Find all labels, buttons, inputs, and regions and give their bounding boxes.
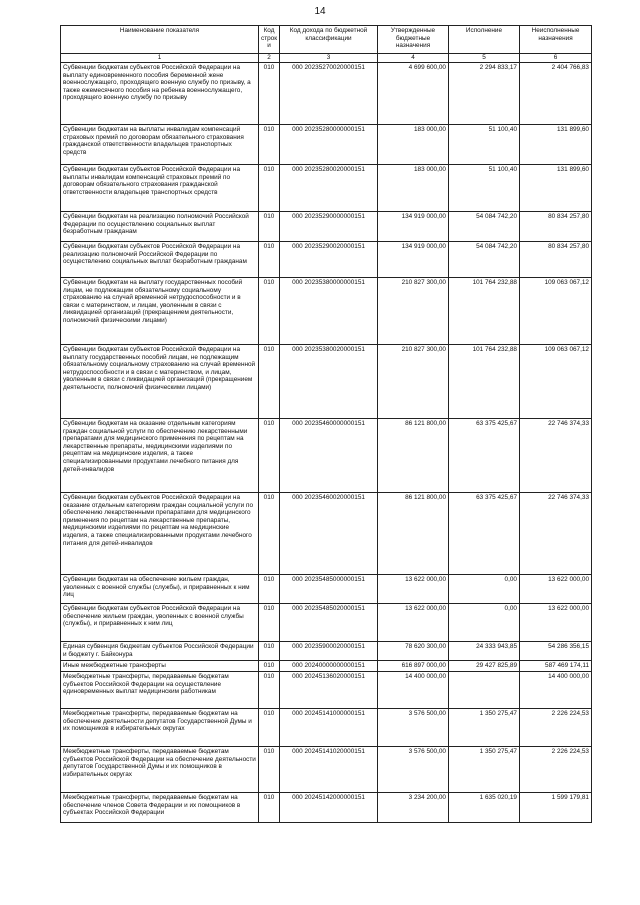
row-approved: 78 620 300,00 xyxy=(378,642,449,661)
table-row xyxy=(61,604,592,642)
row-line-code: 010 xyxy=(259,709,280,747)
row-unexecuted: 13 622 000,00 xyxy=(520,575,592,604)
row-income-code: 000 20235460020000151 xyxy=(280,493,378,575)
row-name: Субвенции бюджетам субъектов Российской Федерации на обеспечение жильем граждан, уволенных с военной службы (службы), и приравненных к ним лиц xyxy=(61,604,259,642)
col-header-executed: Исполнение xyxy=(449,26,520,54)
table-row xyxy=(61,575,592,604)
row-line-code: 010 xyxy=(259,747,280,793)
row-approved: 4 699 600,00 xyxy=(378,63,449,125)
row-line-code: 010 xyxy=(259,278,280,345)
row-income-code: 000 20235460000000151 xyxy=(280,419,378,493)
col-header-line: Код строк и xyxy=(259,26,280,54)
row-income-code: 000 20240000000000151 xyxy=(280,661,378,672)
col-header-code: Код дохода по бюджетной классификации xyxy=(280,26,378,54)
row-line-code: 010 xyxy=(259,345,280,419)
budget-table xyxy=(60,25,592,823)
row-income-code: 000 20235280000000151 xyxy=(280,125,378,165)
row-name: Субвенции бюджетам субъектов Российской Федерации на выплату единовременного пособия беременной жене военнослужащего, проходящего военную службу по призыву, а также ежемесячного пособия на ребенка военнослужащего, проходящего военную службу по призыву xyxy=(61,63,259,125)
table-row xyxy=(61,661,592,672)
row-line-code: 010 xyxy=(259,642,280,661)
table-row xyxy=(61,793,592,823)
row-name: Межбюджетные трансферты, передаваемые бюджетам на обеспечение деятельности депутатов Государственной Думы и их помощников в избирательных округах xyxy=(61,709,259,747)
row-line-code: 010 xyxy=(259,165,280,212)
row-name: Субвенции бюджетам на оказание отдельным категориям граждан социальной услуги по обеспечению лекарственными препаратами для медицинского применения по рецептам на лекарственные препараты, медицинскими изделиями по рецептам на медицинские изделия, а также специализированными продуктами лечебного питания для детей-инвалидов xyxy=(61,419,259,493)
row-line-code: 010 xyxy=(259,125,280,165)
row-executed: 101 764 232,88 xyxy=(449,345,520,419)
row-executed: 54 084 742,20 xyxy=(449,212,520,242)
row-executed: 1 635 020,19 xyxy=(449,793,520,823)
row-approved: 13 622 000,00 xyxy=(378,575,449,604)
row-executed: 2 294 833,17 xyxy=(449,63,520,125)
row-income-code: 000 20245141020000151 xyxy=(280,747,378,793)
row-income-code: 000 20235485020000151 xyxy=(280,604,378,642)
row-income-code: 000 20235280020000151 xyxy=(280,165,378,212)
row-approved: 616 897 000,00 xyxy=(378,661,449,672)
row-name: Единая субвенция бюджетам субъектов Российской Федерации и бюджету г. Байконура xyxy=(61,642,259,661)
row-executed: 51 100,40 xyxy=(449,165,520,212)
col-number: 6 xyxy=(520,54,592,63)
row-unexecuted: 13 622 000,00 xyxy=(520,604,592,642)
row-line-code: 010 xyxy=(259,63,280,125)
row-unexecuted: 109 063 067,12 xyxy=(520,345,592,419)
row-approved: 13 622 000,00 xyxy=(378,604,449,642)
row-approved: 134 919 000,00 xyxy=(378,212,449,242)
header-row xyxy=(61,26,592,54)
row-unexecuted: 22 746 374,33 xyxy=(520,419,592,493)
col-number: 1 xyxy=(61,54,259,63)
row-unexecuted: 131 899,60 xyxy=(520,125,592,165)
row-line-code: 010 xyxy=(259,575,280,604)
col-header-approved: Утвержденные бюджетные назначения xyxy=(378,26,449,54)
row-approved: 134 919 000,00 xyxy=(378,242,449,278)
row-name: Субвенции бюджетам на выплату государственных пособий лицам, не подлежащим обязательному социальному страхованию на случай временной нетрудоспособности и в связи с материнством, и лицам, уволенным в связи с ликвидацией организаций (прекращением деятельности, полномочий физическими лицами) xyxy=(61,278,259,345)
row-name: Субвенции бюджетам на реализацию полномочий Российской Федерации по осуществлению социальных выплат безработным гражданам xyxy=(61,212,259,242)
row-unexecuted: 2 226 224,53 xyxy=(520,709,592,747)
row-income-code: 000 20245136020000151 xyxy=(280,672,378,709)
row-income-code: 000 20235270020000151 xyxy=(280,63,378,125)
row-approved: 183 000,00 xyxy=(378,165,449,212)
row-executed: 0,00 xyxy=(449,604,520,642)
row-line-code: 010 xyxy=(259,419,280,493)
row-executed: 29 427 825,89 xyxy=(449,661,520,672)
row-approved: 14 400 000,00 xyxy=(378,672,449,709)
table-row xyxy=(61,419,592,493)
row-approved: 3 234 200,00 xyxy=(378,793,449,823)
row-name: Субвенции бюджетам субъектов Российской Федерации на оказание отдельным категориям граждан социальной услуги по обеспечению лекарственными препаратами для медицинского применения по рецептам на лекарственные препараты, медицинскими изделиями по рецептам на медицинские изделия, а также специализированными продуктами лечебного питания для детей-инвалидов xyxy=(61,493,259,575)
row-unexecuted: 2 404 766,83 xyxy=(520,63,592,125)
row-unexecuted: 1 599 179,81 xyxy=(520,793,592,823)
row-approved: 3 576 500,00 xyxy=(378,709,449,747)
table-row xyxy=(61,642,592,661)
row-executed: 0,00 xyxy=(449,575,520,604)
column-number-row xyxy=(61,54,592,63)
page-number: 14 xyxy=(314,6,326,17)
row-income-code: 000 20245141000000151 xyxy=(280,709,378,747)
row-executed: 63 375 425,67 xyxy=(449,493,520,575)
row-unexecuted: 109 063 067,12 xyxy=(520,278,592,345)
table-row xyxy=(61,242,592,278)
row-income-code: 000 20235380020000151 xyxy=(280,345,378,419)
row-unexecuted: 80 834 257,80 xyxy=(520,242,592,278)
row-executed: 101 764 232,88 xyxy=(449,278,520,345)
row-name: Субвенции бюджетам субъектов Российской Федерации на выплаты инвалидам компенсаций страховых премий по договорам обязательного страхования гражданской ответственности владельцев транспортных средств xyxy=(61,165,259,212)
row-executed xyxy=(449,672,520,709)
row-unexecuted: 22 746 374,33 xyxy=(520,493,592,575)
row-name: Иные межбюджетные трансферты xyxy=(61,661,259,672)
row-executed: 63 375 425,67 xyxy=(449,419,520,493)
table-row xyxy=(61,672,592,709)
row-line-code: 010 xyxy=(259,242,280,278)
row-unexecuted: 54 286 356,15 xyxy=(520,642,592,661)
row-executed: 24 333 943,85 xyxy=(449,642,520,661)
row-income-code: 000 20235290020000151 xyxy=(280,242,378,278)
row-approved: 183 000,00 xyxy=(378,125,449,165)
row-approved: 86 121 800,00 xyxy=(378,493,449,575)
row-line-code: 010 xyxy=(259,672,280,709)
row-income-code: 000 20235290000000151 xyxy=(280,212,378,242)
row-unexecuted: 14 400 000,00 xyxy=(520,672,592,709)
table-row xyxy=(61,747,592,793)
row-name: Субвенции бюджетам субъектов Российской Федерации на реализацию полномочий Российской Федерации по осуществлению социальных выплат безработным гражданам xyxy=(61,242,259,278)
col-number: 5 xyxy=(449,54,520,63)
col-header-unexecuted: Неисполненные назначения xyxy=(520,26,592,54)
row-income-code: 000 20235485000000151 xyxy=(280,575,378,604)
row-unexecuted: 2 226 224,53 xyxy=(520,747,592,793)
table-row xyxy=(61,125,592,165)
row-unexecuted: 131 899,60 xyxy=(520,165,592,212)
table-row xyxy=(61,165,592,212)
row-executed: 1 350 275,47 xyxy=(449,709,520,747)
table-row xyxy=(61,63,592,125)
row-unexecuted: 80 834 257,80 xyxy=(520,212,592,242)
row-income-code: 000 20245142000000151 xyxy=(280,793,378,823)
row-line-code: 010 xyxy=(259,661,280,672)
table-row xyxy=(61,212,592,242)
row-name: Межбюджетные трансферты, передаваемые бюджетам субъектов Российской Федерации на обеспечение деятельности депутатов Государственной Думы и их помощников в избирательных округах xyxy=(61,747,259,793)
row-executed: 54 084 742,20 xyxy=(449,242,520,278)
row-name: Субвенции бюджетам субъектов Российской Федерации на выплату государственных пособий лицам, не подлежащим обязательному социальному страхованию на случай временной нетрудоспособности и в связи с материнством, и лицам, уволенным в связи с ликвидацией организаций (прекращением деятельности, полномочий физическими лицами) xyxy=(61,345,259,419)
table-row xyxy=(61,345,592,419)
row-approved: 86 121 800,00 xyxy=(378,419,449,493)
row-name: Межбюджетные трансферты, передаваемые бюджетам на обеспечение членов Совета Федерации и их помощников в субъектах Российской Федерации xyxy=(61,793,259,823)
row-executed: 51 100,40 xyxy=(449,125,520,165)
row-line-code: 010 xyxy=(259,604,280,642)
row-unexecuted: 587 469 174,11 xyxy=(520,661,592,672)
col-header-name: Наименование показателя xyxy=(61,26,259,54)
row-line-code: 010 xyxy=(259,493,280,575)
row-name: Межбюджетные трансферты, передаваемые бюджетам субъектов Российской Федерации на осуществление единовременных выплат медицинским работникам xyxy=(61,672,259,709)
table-row xyxy=(61,709,592,747)
row-line-code: 010 xyxy=(259,212,280,242)
table-row xyxy=(61,278,592,345)
row-approved: 3 576 500,00 xyxy=(378,747,449,793)
row-line-code: 010 xyxy=(259,793,280,823)
row-income-code: 000 20235380000000151 xyxy=(280,278,378,345)
table-row xyxy=(61,493,592,575)
row-income-code: 000 20235900020000151 xyxy=(280,642,378,661)
row-name: Субвенции бюджетам на обеспечение жильем граждан, уволенных с военной службы (службы), и приравненных к ним лиц xyxy=(61,575,259,604)
col-number: 4 xyxy=(378,54,449,63)
col-number: 2 xyxy=(259,54,280,63)
row-name: Субвенции бюджетам на выплаты инвалидам компенсаций страховых премий по договорам обязательного страхования гражданской ответственности владельцев транспортных средств xyxy=(61,125,259,165)
row-executed: 1 350 275,47 xyxy=(449,747,520,793)
row-approved: 210 827 300,00 xyxy=(378,345,449,419)
row-approved: 210 827 300,00 xyxy=(378,278,449,345)
col-number: 3 xyxy=(280,54,378,63)
